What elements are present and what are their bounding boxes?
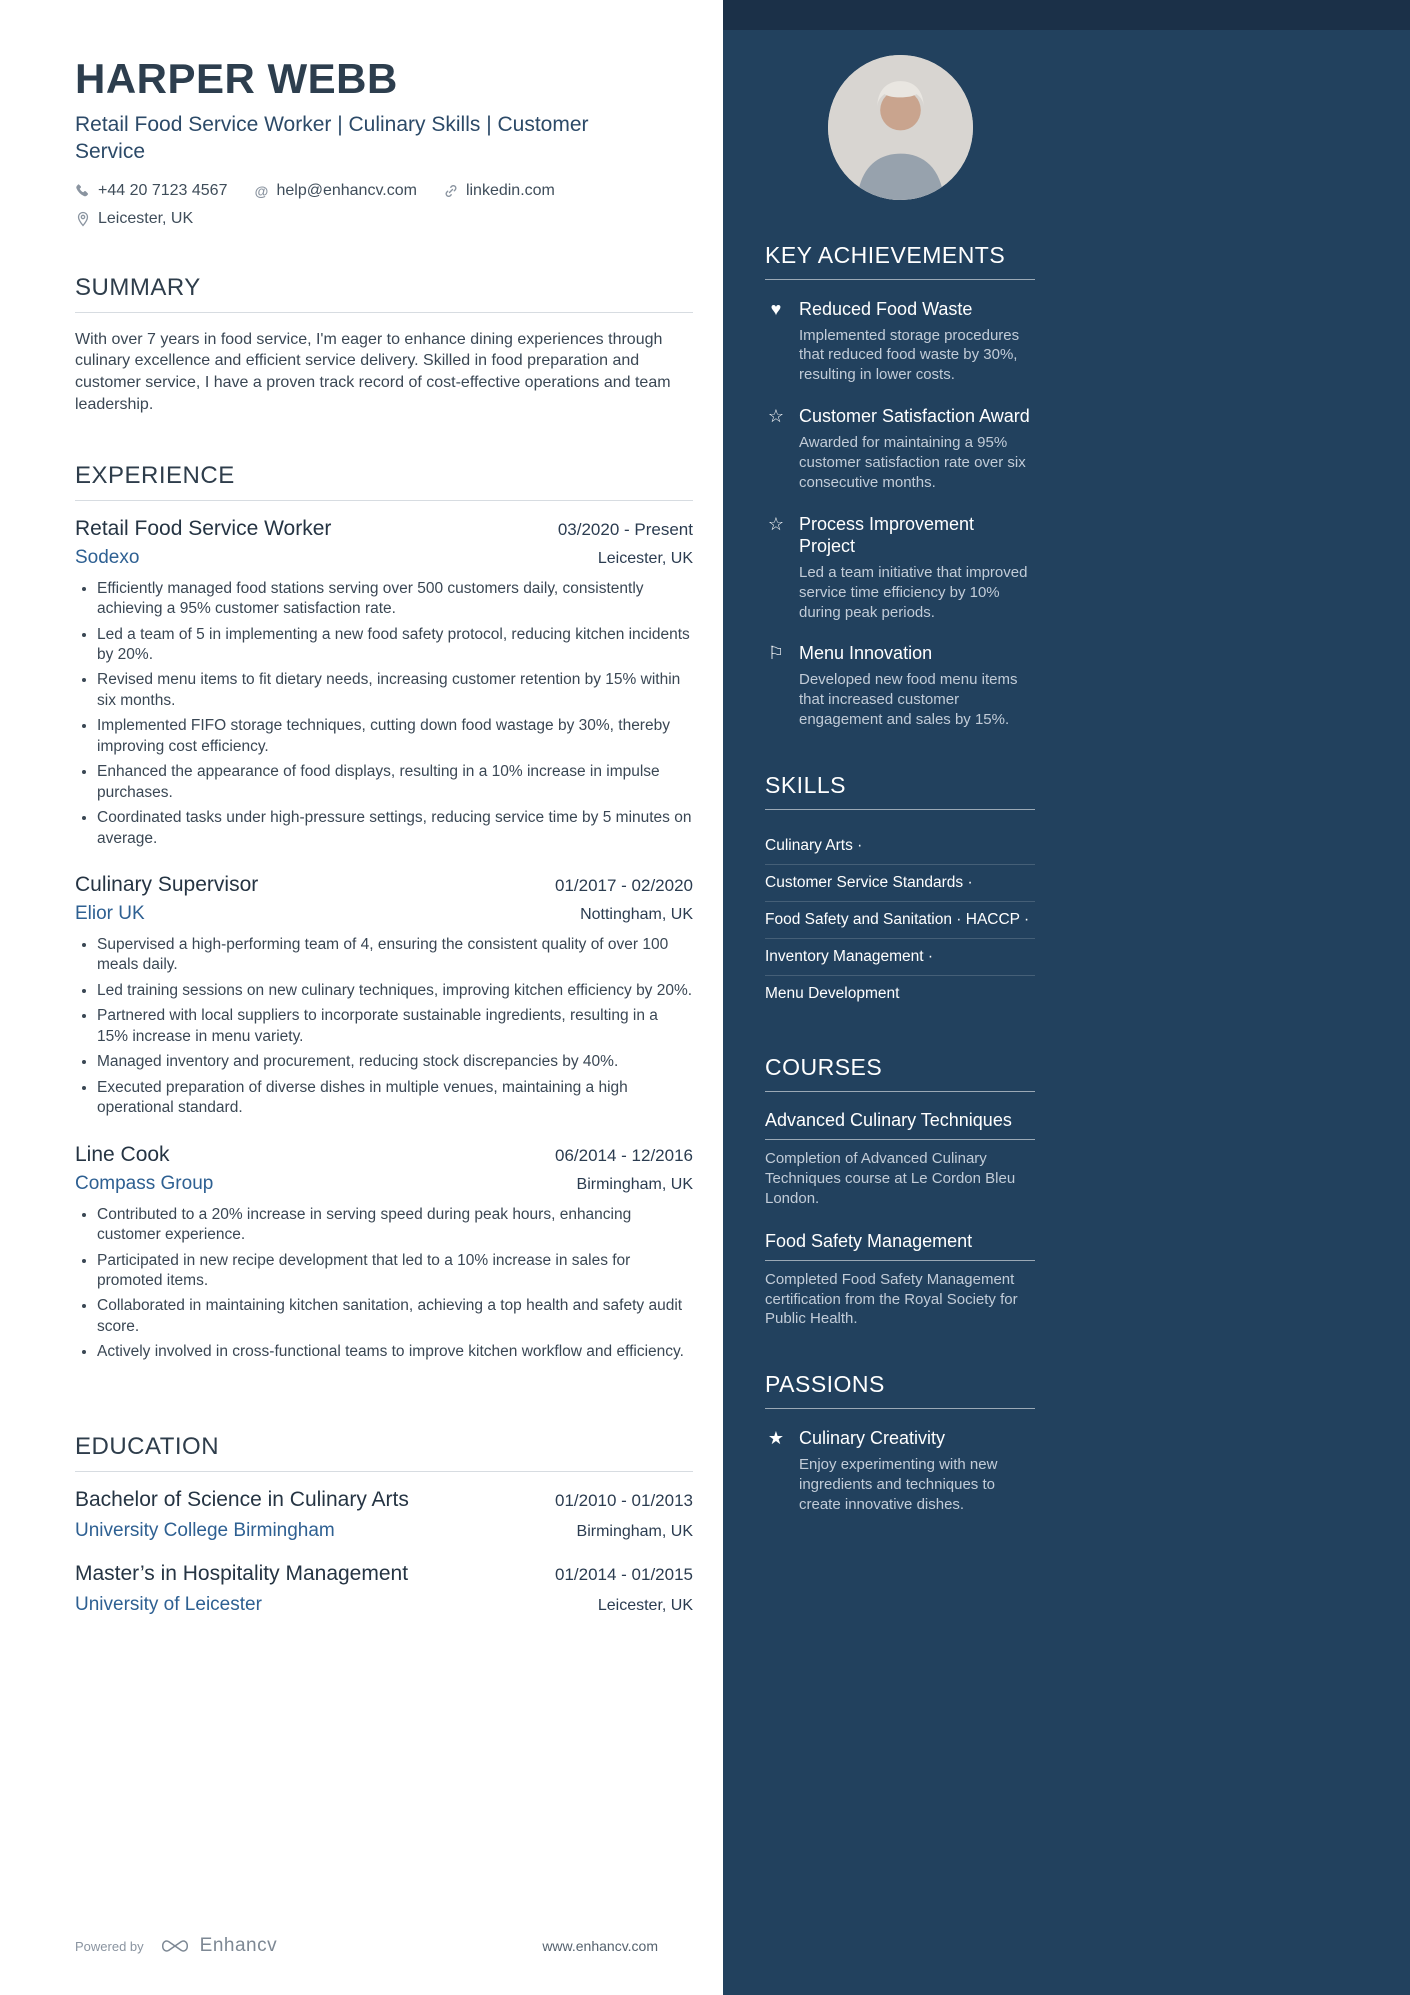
job-bullet: • Actively involved in cross-functional teams to improve kitchen workflow and efficiency. (97, 1342, 693, 1362)
resume-header (75, 55, 693, 228)
course-description: Completed Food Safety Management certification from the Royal Society for Public Health. (765, 1270, 1018, 1328)
avatar (828, 55, 973, 200)
section-education (75, 1387, 693, 1636)
achievement-description: Developed new food menu items that increased customer engagement and sales by 15%. (799, 670, 1018, 728)
education-degree: Bachelor of Science in Culinary Arts (75, 1487, 409, 1511)
job-bullet-list (97, 935, 693, 1119)
achievement-item (765, 513, 1035, 623)
sidebar-content (765, 55, 1035, 1515)
achievements-heading: KEY ACHIEVEMENTS (765, 242, 1035, 280)
passions-heading: PASSIONS (765, 1371, 1035, 1409)
linkedin-contact[interactable] (443, 182, 555, 200)
phone-contact (75, 182, 227, 200)
phone-number: +44 20 7123 4567 (98, 181, 228, 199)
enhancv-brand-name: Enhancv (199, 1935, 278, 1956)
education-entry (75, 1562, 693, 1616)
courses-heading: COURSES (765, 1054, 1035, 1092)
experience-heading: EXPERIENCE (75, 462, 693, 501)
achievement-description: Enjoy experimenting with new ingredients and techniques to create innovative dishes. (799, 1455, 998, 1513)
education-school: University of Leicester (75, 1593, 262, 1615)
job-entry (75, 873, 693, 1119)
job-company: Compass Group (75, 1172, 214, 1194)
job-bullet: • Partnered with local suppliers to incorporate sustainable ingredients, resulting in a 15% increase in menu variety. (97, 1006, 693, 1047)
course-item (765, 1110, 1035, 1209)
education-degree: Master’s in Hospitality Management (75, 1561, 409, 1585)
location-text: Leicester, UK (98, 209, 194, 227)
passion-list (765, 1427, 1035, 1514)
job-dates: 03/2020 - Present (557, 519, 693, 539)
skill-item: Customer Service Standards · (765, 865, 1035, 902)
section-skills (765, 772, 1035, 1012)
job-bullet: • Executed preparation of diverse dishes in multiple venues, maintaining a high operational standard. (97, 1078, 693, 1119)
job-bullet: • Managed inventory and procurement, reducing stock discrepancies by 40%. (97, 1052, 693, 1072)
achievement-title: Menu Innovation (799, 643, 933, 664)
achievement-list (765, 298, 1035, 730)
job-entry (75, 517, 693, 849)
star-filled-icon: ★ (767, 1428, 785, 1449)
summary-heading: SUMMARY (75, 274, 693, 313)
phone-icon (75, 183, 91, 199)
avatar-photo (828, 55, 973, 200)
job-bullet: • Contributed to a 20% increase in serving speed during peak hours, enhancing customer experience. (97, 1205, 693, 1246)
skills-heading: SKILLS (765, 772, 1035, 810)
person-name: HARPER WEBB (75, 55, 398, 102)
heart-icon: ♥ (770, 299, 782, 319)
email-contact[interactable] (253, 182, 416, 200)
skill-list (765, 828, 1035, 1012)
education-location: Leicester, UK (597, 1596, 693, 1614)
job-bullet: • Implemented FIFO storage techniques, cutting down food wastage by 30%, thereby improving cost efficiency. (97, 716, 693, 757)
summary-text: With over 7 years in food service, I'm eager to enhance dining experiences through culinary excellence and efficient service delivery. Skilled in food preparation and customer service, I have a proven track record of cost-effective operations and team leadership. (75, 330, 671, 413)
location-icon (75, 211, 91, 227)
enhancv-logo-icon (158, 1936, 192, 1956)
achievement-description: Implemented storage procedures that reduced food waste by 30%, resulting in lower costs. (799, 326, 1020, 384)
education-dates: 01/2014 - 01/2015 (554, 1564, 693, 1584)
enhancv-logo[interactable] (158, 1935, 277, 1957)
person-title: Retail Food Service Worker | Culinary Skills | Customer Service (75, 113, 589, 164)
job-bullet: • Enhanced the appearance of food displays, resulting in a 10% increase in impulse purchases. (97, 762, 693, 803)
linkedin-url[interactable]: linkedin.com (465, 181, 555, 199)
job-dates: 01/2017 - 02/2020 (554, 876, 693, 896)
job-bullet: • Led a team of 5 in implementing a new food safety protocol, reducing kitchen incidents by 20%. (97, 625, 693, 666)
achievement-title: Reduced Food Waste (799, 299, 973, 319)
job-bullet-list (97, 1205, 693, 1363)
course-list (765, 1110, 1035, 1330)
star-icon: ☆ (767, 406, 785, 427)
link-icon (443, 183, 459, 199)
star-icon: ☆ (767, 513, 785, 534)
job-company: Elior UK (75, 903, 145, 925)
job-title: Culinary Supervisor (75, 873, 259, 897)
section-courses (765, 1054, 1035, 1330)
job-entry (75, 1143, 693, 1363)
job-location: Birmingham, UK (576, 1175, 693, 1193)
job-bullet: • Efficiently managed food stations serving over 500 customers daily, consistently achieving a 95% customer satisfaction rate. (97, 579, 693, 620)
education-heading: EDUCATION (75, 1433, 693, 1472)
job-bullet: • Coordinated tasks under high-pressure settings, reducing service time by 5 minutes on average. (97, 808, 693, 849)
job-bullet: • Supervised a high-performing team of 4, ensuring the consistent quality of over 100 meals daily. (97, 935, 693, 976)
page-footer (75, 1935, 693, 1995)
education-school: University College Birmingham (75, 1519, 335, 1541)
email-icon: @ (254, 182, 269, 199)
skill-item: Food Safety and Sanitation · HACCP · (765, 902, 1035, 939)
sidebar (723, 0, 1410, 1995)
job-location: Nottingham, UK (580, 906, 693, 924)
enhancv-site-url[interactable]: www.enhancv.com (542, 1938, 658, 1954)
contact-row (75, 182, 693, 228)
education-list (75, 1488, 693, 1616)
achievement-item (765, 298, 1035, 385)
section-achievements (765, 242, 1035, 730)
job-company: Sodexo (75, 546, 140, 568)
achievement-item (765, 405, 1035, 492)
job-bullet: • Collaborated in maintaining kitchen sanitation, achieving a top health and safety audit score. (97, 1296, 693, 1337)
job-dates: 06/2014 - 12/2016 (554, 1145, 693, 1165)
section-experience (75, 416, 693, 1387)
email-address[interactable]: help@enhancv.com (276, 181, 417, 199)
powered-by-label: Powered by (75, 1938, 144, 1954)
job-location: Leicester, UK (597, 549, 693, 567)
course-item (765, 1231, 1035, 1330)
course-title: Food Safety Management (765, 1231, 1035, 1261)
achievement-title: Customer Satisfaction Award (799, 406, 1030, 427)
job-title: Retail Food Service Worker (75, 516, 332, 540)
section-passions (765, 1371, 1035, 1514)
achievement-item (765, 642, 1035, 729)
education-location: Birmingham, UK (576, 1522, 693, 1540)
achievement-title: Process Improvement Project (799, 513, 975, 557)
job-title: Line Cook (75, 1142, 170, 1166)
sidebar-top-strip (723, 0, 1410, 30)
education-dates: 01/2010 - 01/2013 (554, 1490, 693, 1510)
achievement-item (765, 1427, 1035, 1514)
education-entry (75, 1488, 693, 1542)
job-bullet: • Led training sessions on new culinary techniques, improving kitchen efficiency by 20%. (97, 981, 693, 1001)
course-description: Completion of Advanced Culinary Techniques course at Le Cordon Bleu London. (765, 1149, 1016, 1207)
job-bullet-list (97, 579, 693, 849)
skill-item: Menu Development (765, 984, 900, 1002)
job-bullet: • Revised menu items to fit dietary needs, increasing customer retention by 15% within six months. (97, 670, 693, 711)
course-title: Advanced Culinary Techniques (765, 1110, 1035, 1140)
job-bullet: • Participated in new recipe development that led to a 10% increase in sales for promoted items. (97, 1251, 693, 1292)
achievement-description: Awarded for maintaining a 95% customer satisfaction rate over six consecutive months. (799, 433, 1026, 491)
achievement-description: Led a team initiative that improved service time efficiency by 10% during peak periods. (799, 563, 1028, 621)
location-contact (75, 210, 193, 228)
skill-item: Culinary Arts · (765, 828, 1035, 865)
skill-item: Inventory Management · (765, 939, 1035, 976)
flag-icon: ⚐ (767, 643, 785, 664)
section-summary (75, 228, 693, 416)
job-list (75, 517, 693, 1363)
achievement-title: Culinary Creativity (799, 1428, 946, 1449)
